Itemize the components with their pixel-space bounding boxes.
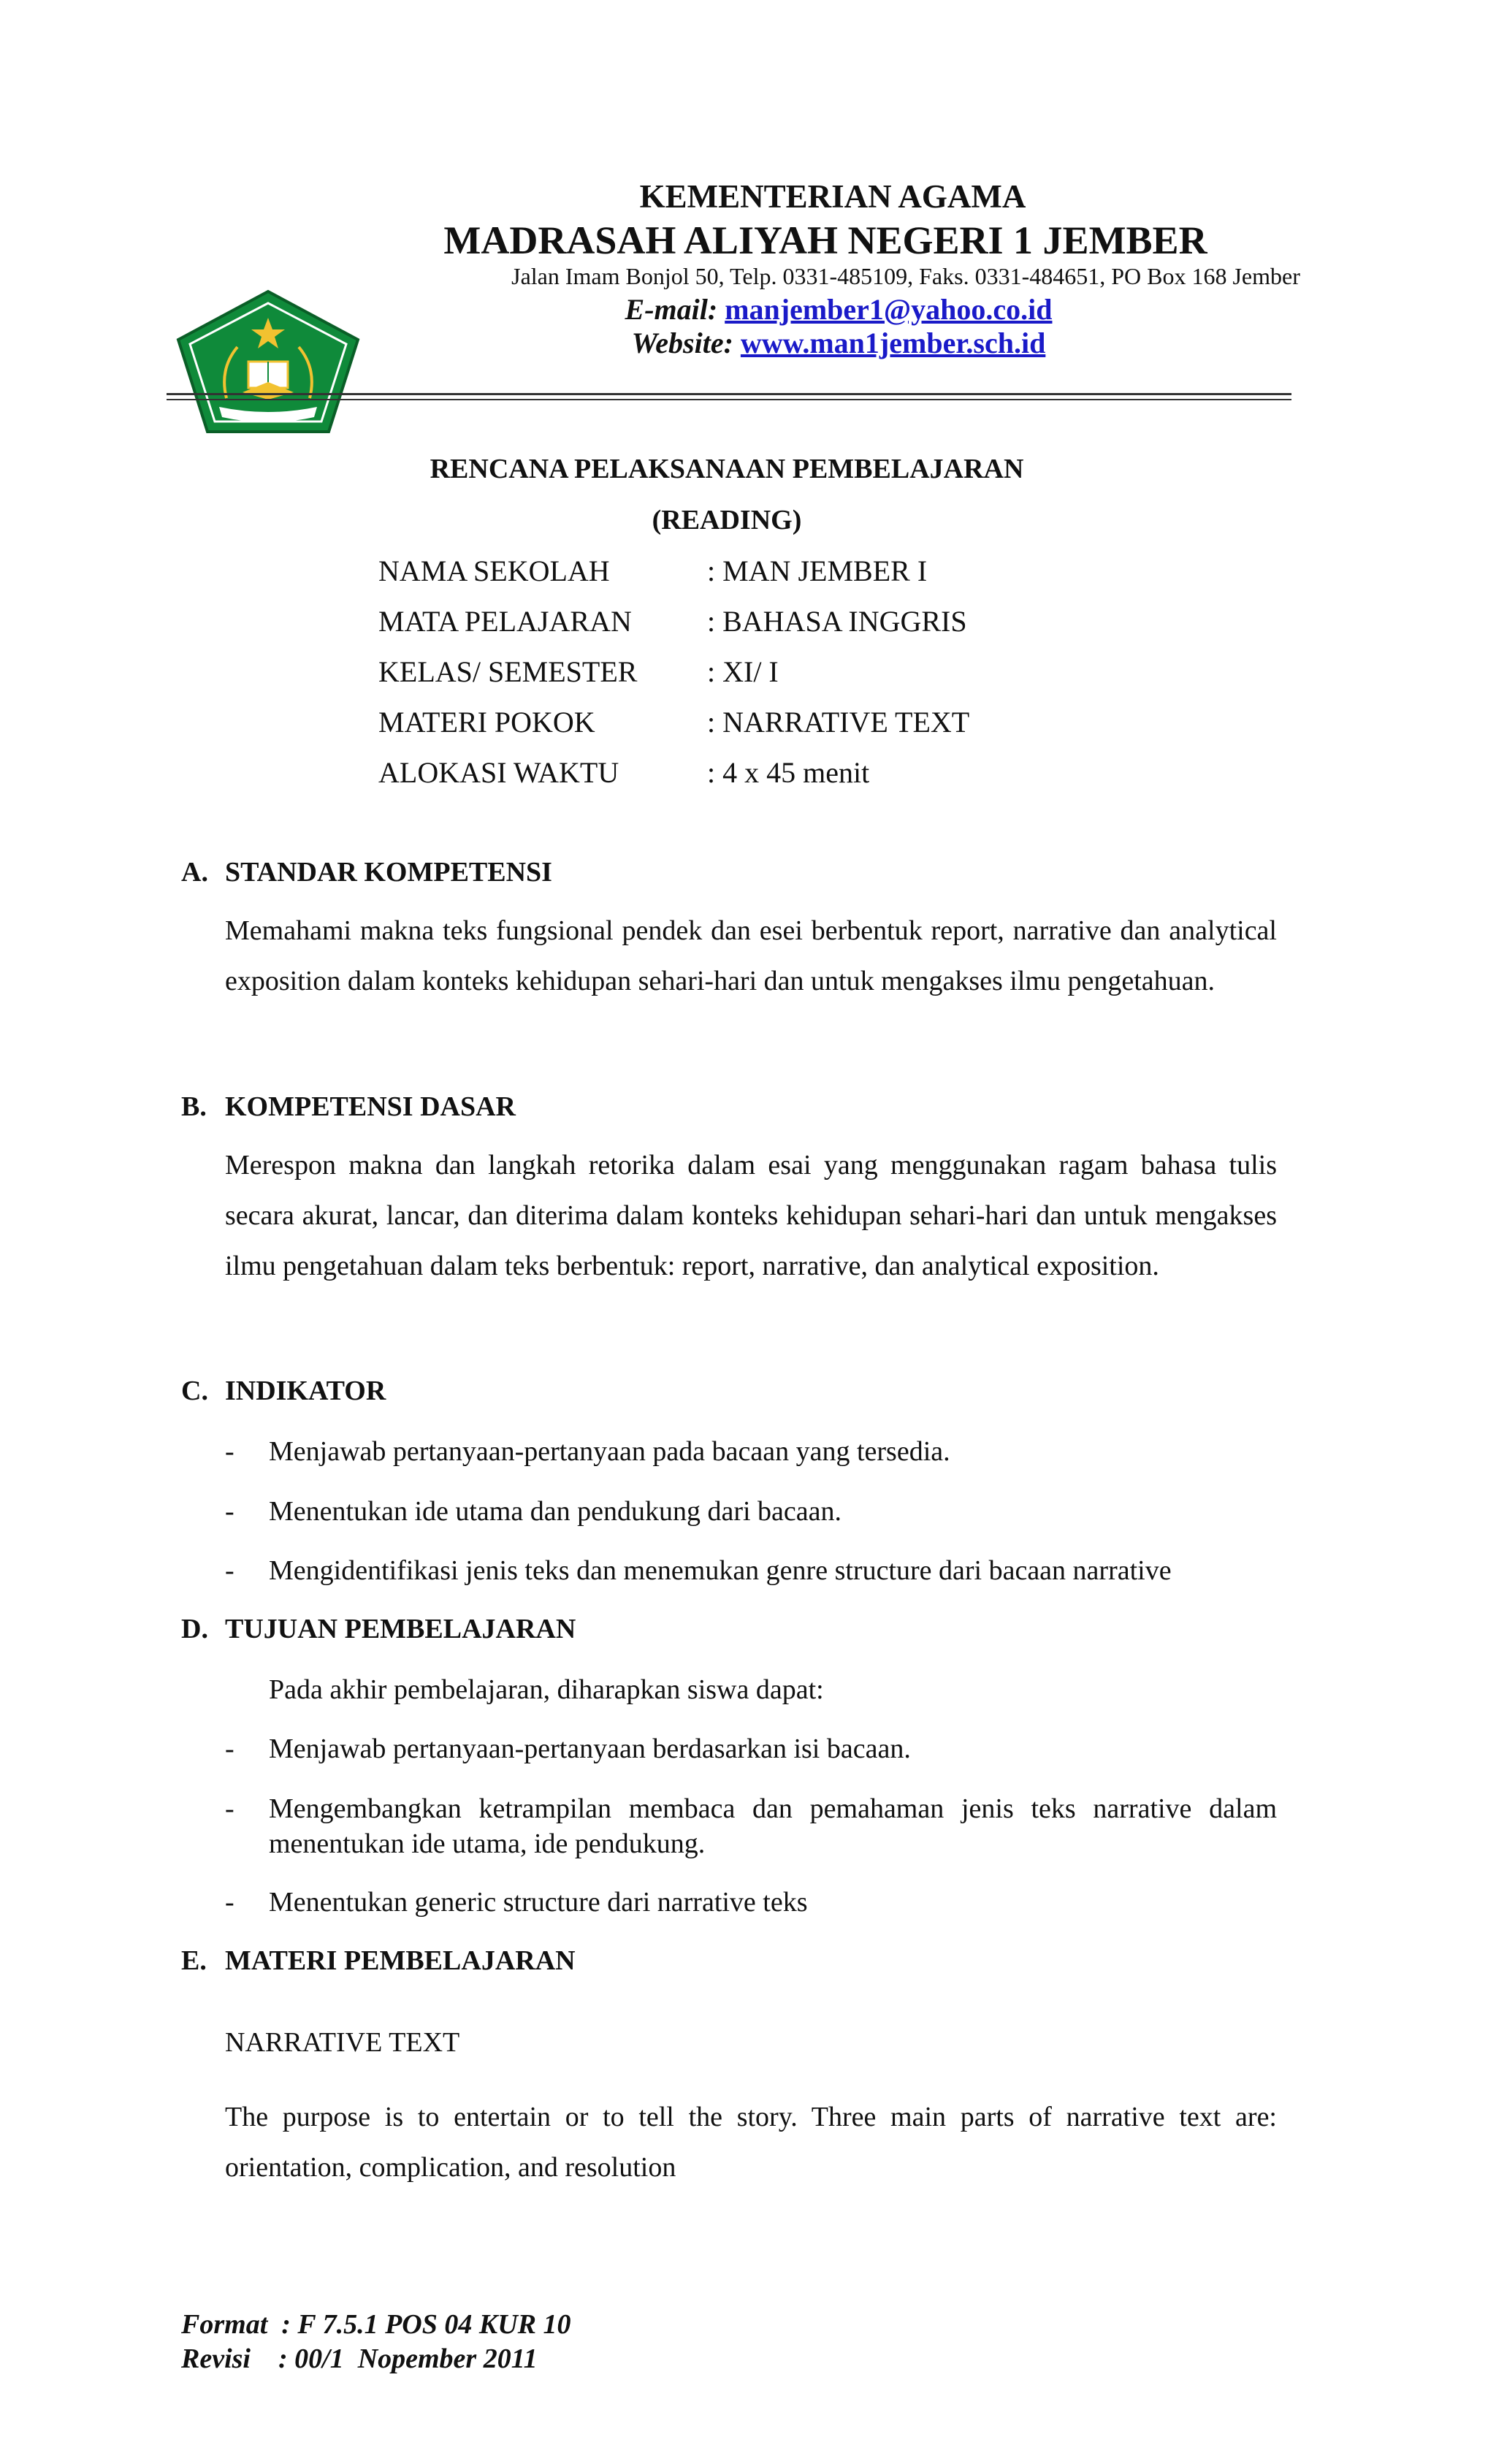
website-link[interactable]: www.man1jember.sch.id (740, 327, 1046, 359)
list-item-text: Menentukan generic structure dari narrative teks (269, 1887, 808, 1918)
section-heading (181, 1375, 386, 1407)
list-item-text: Menjawab pertanyaan-pertanyaan pada bacaan yang tersedia. (269, 1436, 950, 1467)
list-item (225, 1494, 1277, 1529)
section-title: INDIKATOR (225, 1376, 386, 1406)
identity-value: : NARRATIVE TEXT (707, 706, 970, 739)
identity-value: : XI/ I (707, 655, 779, 688)
list-item (225, 1731, 1277, 1766)
section-heading (181, 1945, 576, 1977)
list-item-text: Mengembangkan ketrampilan membaca dan pemahaman jenis teks narrative dalam menentukan ide utama, ide pendukung. (269, 1793, 1277, 1859)
ministry-name: KEMENTERIAN AGAMA (639, 178, 1026, 215)
identity-key: MATA PELAJARAN (378, 605, 632, 638)
identity-row (378, 755, 869, 790)
section-letter: A. (181, 857, 208, 888)
document-subtitle: (READING) (652, 505, 802, 535)
bullet-dash: - (225, 1733, 234, 1764)
identity-row (378, 655, 779, 689)
list-item (225, 1553, 1277, 1588)
bullet-dash: - (225, 1436, 234, 1467)
footer-format: Format : F 7.5.1 POS 04 KUR 10 (181, 2309, 571, 2340)
school-address: Jalan Imam Bonjol 50, Telp. 0331-485109, Faks. 0331-484651, PO Box 168 Jember (511, 263, 1300, 289)
identity-key: KELAS/ SEMESTER (378, 655, 638, 688)
identity-key: ALOKASI WAKTU (378, 756, 619, 789)
list-item-text: Mengidentifikasi jenis teks dan menemukan genre structure dari bacaan narrative (269, 1555, 1172, 1586)
identity-key: NAMA SEKOLAH (378, 554, 610, 587)
list-item-text: Menentukan ide utama dan pendukung dari bacaan. (269, 1496, 842, 1527)
section-intro: Pada akhir pembelajaran, diharapkan siswa dapat: (269, 1674, 824, 1705)
list-item (225, 1791, 1277, 1861)
section-paragraph: Memahami makna teks fungsional pendek dan esei berbentuk report, narrative dan analytical exposition dalam konteks kehidupan sehari-hari dan untuk mengakses ilmu pengetahuan. (225, 915, 1277, 996)
bullet-dash: - (225, 1496, 234, 1527)
section-heading (181, 1091, 516, 1123)
section-heading (181, 1613, 576, 1645)
identity-row (378, 705, 969, 739)
section-letter: E. (181, 1945, 207, 1976)
section-paragraph: Merespon makna dan langkah retorika dalam esai yang menggunakan ragam bahasa tulis secara akurat, lancar, dan diterima dalam konteks kehidupan sehari-hari dan untuk mengakses ilmu pengetahuan dalam teks berbentuk: report, narrative, dan analytical exposition. (225, 1150, 1277, 1281)
header-rule (167, 393, 1291, 395)
section-title: STANDAR KOMPETENSI (225, 857, 552, 888)
identity-row (378, 604, 967, 638)
website-label: Website (631, 327, 724, 359)
list-item (225, 1885, 1277, 1920)
section-paragraph: The purpose is to entertain or to tell the story. Three main parts of narrative text are: orientation, complication, and resolution (225, 2102, 1277, 2183)
identity-value: : BAHASA INGGRIS (707, 605, 967, 638)
school-name: MADRASAH ALIYAH NEGERI 1 JEMBER (443, 218, 1207, 262)
bullet-dash: - (225, 1887, 234, 1918)
section-heading (181, 856, 552, 888)
website-line: Website: www.man1jember.sch.id (631, 327, 1046, 359)
header-rule-thin (167, 399, 1291, 400)
ministry-logo (175, 289, 362, 435)
section-subtitle: NARRATIVE TEXT (225, 2027, 460, 2058)
section-letter: C. (181, 1376, 208, 1406)
email-link[interactable]: manjember1@yahoo.co.id (725, 293, 1053, 326)
identity-key: MATERI POKOK (378, 706, 595, 739)
section-title: KOMPETENSI DASAR (225, 1091, 516, 1122)
list-item (225, 1434, 1277, 1469)
section-letter: B. (181, 1091, 207, 1122)
email-label: E-mail: (625, 293, 718, 326)
bullet-dash: - (225, 1793, 234, 1824)
footer-revision: Revisi : 00/1 Nopember 2011 (181, 2343, 538, 2374)
section-title: MATERI PEMBELAJARAN (225, 1945, 576, 1976)
section-letter: D. (181, 1614, 208, 1644)
identity-row (378, 554, 927, 588)
email-line (625, 292, 1053, 327)
bullet-dash: - (225, 1555, 234, 1586)
identity-value: : MAN JEMBER I (707, 554, 928, 587)
section-title: TUJUAN PEMBELAJARAN (225, 1614, 576, 1644)
identity-value: : 4 x 45 menit (707, 756, 870, 789)
list-item-text: Menjawab pertanyaan-pertanyaan berdasarkan isi bacaan. (269, 1733, 911, 1764)
document-title: RENCANA PELAKSANAAN PEMBELAJARAN (430, 454, 1024, 484)
